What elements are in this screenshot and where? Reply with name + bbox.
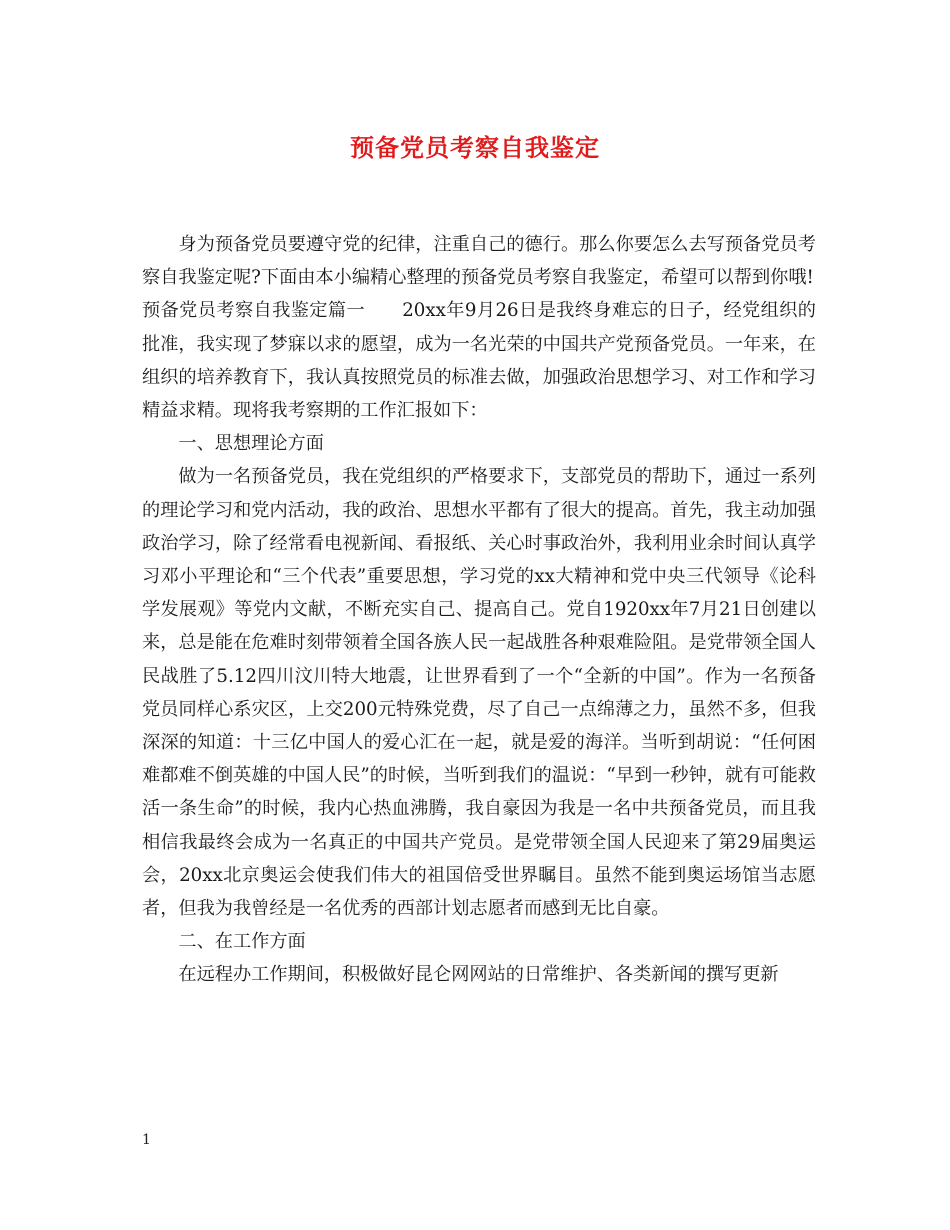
paragraph-work: 在远程办工作期间，积极做好昆仑网网站的日常维护、各类新闻的撰写更新 [178, 964, 779, 986]
page-number: 1 [142, 1132, 151, 1148]
document-body [142, 228, 816, 992]
paragraph-section-one-intro: 预备党员考察自我鉴定篇一 20xx年9月26日是我终身难忘的日子，经党组织的批准，我实现了梦寐以求的愿望，成为一名光荣的中国共产党预备党员。一年来，在组织的培养教育下，我认真按照党员的标准去做，加强政治思想学习、对工作和学习精益求精。现将我考察期的工作汇报如下： [142, 300, 816, 422]
paragraph-ideology-theory: 做为一名预备党员，我在党组织的严格要求下，支部党员的帮助下，通过一系列的理论学习和党内活动，我的政治、思想水平都有了很大的提高。首先，我主动加强政治学习，除了经常看电视新闻、看报纸、关心时事政治外，我利用业余时间认真学习邓小平理论和“三个代表”重要思想，学习党的xx大精神和党中央三代领导《论科学发展观》等党内文献，不断充实自己、提高自己。党自1920xx年7月21日创建以来，总是能在危难时刻带领着全国各族人民一起战胜各种艰难险阻。是党带领全国人民战胜了5.12四川汶川特大地震，让世界看到了一个“全新的中国”。作为一名预备党员同样心系灾区，上交200元特殊党费，尽了自己一点绵薄之力，虽然不多，但我深深的知道：十三亿中国人的爱心汇在一起，就是爱的海洋。当听到胡说：“任何困难都难不倒英雄的中国人民”的时候，当听到我们的温说：“早到一秒钟，就有可能救活一条生命”的时候，我内心热血沸腾，我自豪因为我是一名中共预备党员，而且我相信我最终会成为一名真正的中国共产党员。是党带领全国人民迎来了第29届奥运会，20xx北京奥运会使我们伟大的祖国倍受世界瞩目。虽然不能到奥运场馆当志愿者，但我为我曾经是一名优秀的西部计划志愿者而感到无比自豪。 [142, 466, 816, 920]
paragraph-intro: 身为预备党员要遵守党的纪律，注重自己的德行。那么你要怎么去写预备党员考察自我鉴定呢?下面由本小编精心整理的预备党员考察自我鉴定，希望可以帮到你哦! [142, 234, 816, 289]
document-title: 预备党员考察自我鉴定 [350, 133, 600, 162]
heading-ideology-theory: 一、思想理论方面 [178, 433, 324, 455]
heading-work: 二、在工作方面 [178, 931, 306, 953]
